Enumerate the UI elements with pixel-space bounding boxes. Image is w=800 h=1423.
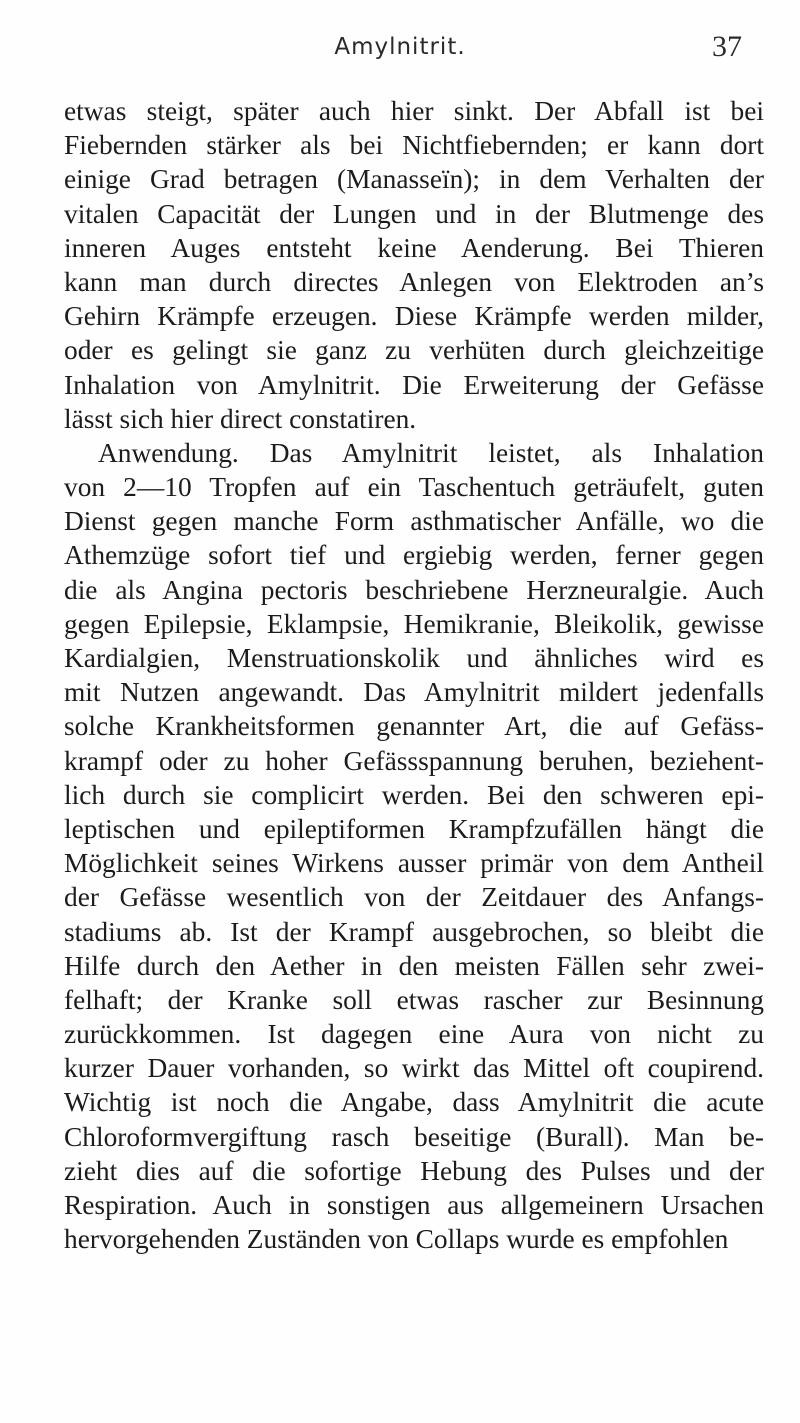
text-line: solche Krankheitsformen genannter Art, die auf Gefäss- — [64, 711, 764, 742]
text-line: krampf oder zu hoher Gefässspannung beruhen, beziehent- — [64, 745, 764, 776]
text-line: leptischen und epileptiformen Krampfzufällen hängt die — [64, 813, 764, 844]
text-line: gegen Epilepsie, Eklampsie, Hemikranie, Bleikolik, gewisse — [64, 608, 764, 639]
body-text — [64, 94, 764, 1256]
text-line: Möglichkeit seines Wirkens ausser primär von dem Antheil — [64, 848, 764, 879]
text-line: Fiebernden stärker als bei Nichtfiebernden; er kann dort — [64, 130, 764, 161]
text-line: Hilfe durch den Aether in den meisten Fällen sehr zwei- — [64, 950, 764, 981]
text-line: lich durch sie complicirt werden. Bei den schweren epi- — [64, 779, 764, 810]
paragraph-end-line: lässt sich hier direct constatiren. — [64, 403, 417, 434]
text-line: Inhalation von Amylnitrit. Die Erweiterung der Gefässe — [64, 369, 764, 400]
text-line: Respiration. Auch in sonstigen aus allgemeinern Ursachen — [64, 1190, 764, 1220]
text-line: die als Angina pectoris beschriebene Herzneuralgie. Auch — [64, 574, 764, 605]
text-line: mit Nutzen angewandt. Das Amylnitrit mildert jedenfalls — [64, 677, 764, 708]
text-line: einige Grad betragen (Manasseïn); in dem Verhalten der — [64, 164, 764, 195]
text-line: Gehirn Krämpfe erzeugen. Diese Krämpfe werden milder, — [64, 301, 764, 332]
text-line: kann man durch directes Anlegen von Elektroden an’s — [64, 266, 764, 297]
paragraph-start-line: Anwendung. Das Amylnitrit leistet, als Inhalation — [98, 437, 764, 468]
running-title: Amylnitrit. — [334, 34, 466, 60]
text-line: felhaft; der Kranke soll etwas rascher zur Besinnung — [64, 984, 764, 1015]
text-line: Wichtig ist noch die Angabe, dass Amylnitrit die acute — [64, 1087, 764, 1118]
page-header — [0, 30, 800, 74]
text-line: von 2—10 Tropfen auf ein Taschentuch geträufelt, guten — [64, 472, 764, 503]
text-line: inneren Auges entsteht keine Aenderung. Bei Thieren — [64, 232, 764, 263]
text-line: kurzer Dauer vorhanden, so wirkt das Mittel oft coupirend. — [64, 1053, 764, 1084]
text-line: zurückkommen. Ist dagegen eine Aura von nicht zu — [64, 1019, 764, 1050]
page-number: 37 — [712, 30, 742, 63]
text-line: Kardialgien, Menstruationskolik und ähnliches wird es — [64, 643, 764, 673]
text-line: Athemzüge sofort tief und ergiebig werden, ferner gegen — [64, 540, 764, 571]
text-line: etwas steigt, später auch hier sinkt. Der Abfall ist bei — [64, 96, 764, 126]
text-line: Chloroformvergiftung rasch beseitige (Burall). Man be- — [64, 1121, 764, 1152]
text-line: der Gefässe wesentlich von der Zeitdauer des Anfangs- — [64, 882, 764, 913]
text-line: oder es gelingt sie ganz zu verhüten durch gleichzeitige — [64, 335, 764, 366]
text-line: zieht dies auf die sofortige Hebung des Pulses und der — [64, 1155, 764, 1186]
text-line: stadiums ab. Ist der Krampf ausgebrochen, so bleibt die — [64, 916, 764, 947]
text-line: vitalen Capacität der Lungen und in der Blutmenge des — [64, 198, 764, 229]
text-line: hervorgehenden Zuständen von Collaps wurde es empfohlen — [64, 1224, 729, 1255]
text-line: Dienst gegen manche Form asthmatischer Anfälle, wo die — [64, 506, 764, 537]
